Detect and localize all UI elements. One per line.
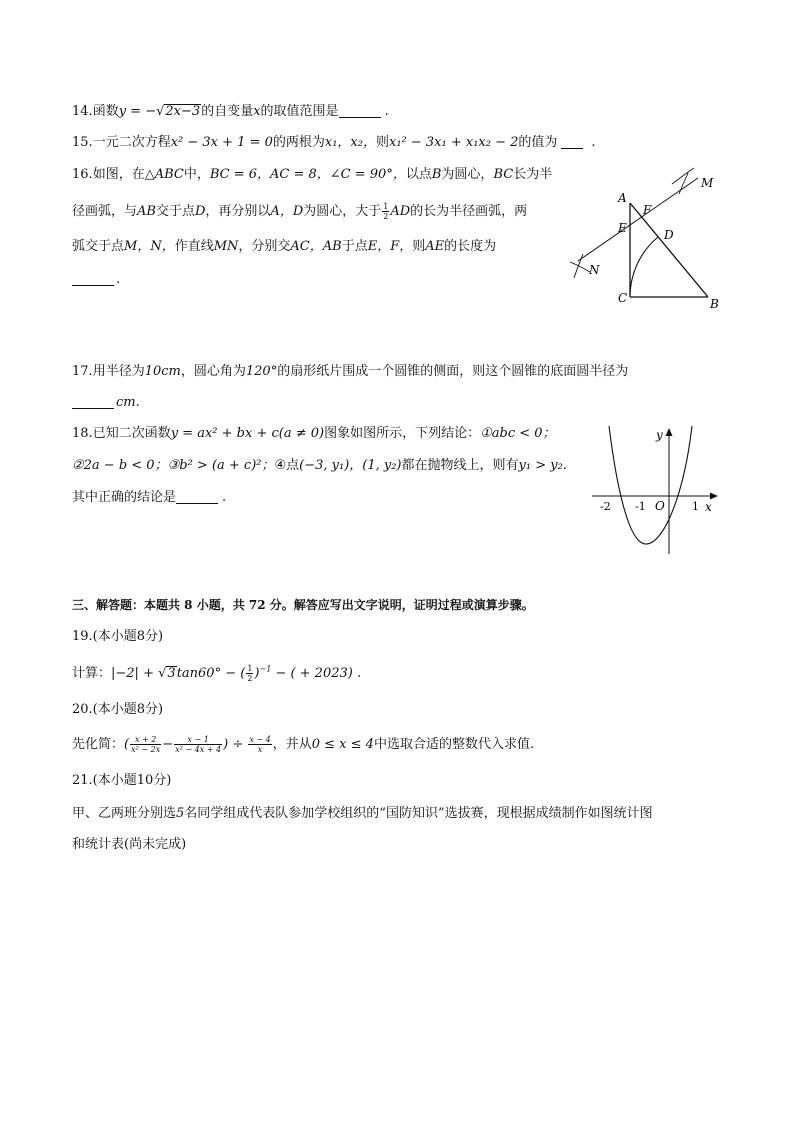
label-m: M	[701, 176, 714, 190]
tick-label: -1	[635, 500, 646, 513]
question-number: 16.	[72, 167, 93, 182]
fraction: $\frac{x - 4}{x}$	[249, 735, 271, 754]
question-18-line-1: 18.已知二次函数y = ax² + bx + c(a ≠ 0)图象如图所示，下列结论：①abc < 0；	[72, 426, 556, 441]
answer-blank[interactable]	[176, 489, 218, 504]
question-19-body: 计算：|−2| + √3tan60° − ( $\frac{1}{2}$ )$^{-1}$ − ( + 2023) .	[72, 664, 362, 683]
label-a: A	[618, 191, 627, 205]
label-b: B	[710, 297, 719, 311]
triangle-construction-figure	[560, 160, 735, 315]
construction-mark-n	[570, 254, 590, 278]
tick-label: 1	[692, 500, 699, 513]
answer-blank[interactable]	[561, 134, 583, 149]
fraction: $\frac{x + 2}{\text{x² − 2x}}$	[131, 735, 161, 754]
question-20-heading: 20.(本小题8分)	[72, 702, 164, 717]
parabola-curve	[609, 426, 692, 544]
question-number: 18.	[72, 426, 93, 441]
question-16-line-3: 弧交于点M，N，作直线MN，分别交AC，AB于点E，F，则AE的长度为	[72, 239, 497, 254]
question-21-line-1: 甲、乙两班分别选5名同学组成代表队参加学校组织的“国防知识”选拔赛，现根据成绩制作如图统计图	[72, 806, 653, 821]
question-number: 17.	[72, 364, 93, 379]
answer-blank[interactable]	[72, 394, 114, 409]
fraction-one-half: $\frac{1}{2}$	[247, 664, 253, 683]
question-18-line-3: 其中正确的结论是 .	[72, 490, 227, 505]
label-n: N	[589, 263, 600, 277]
question-21-line-2: 和统计表(尚未完成)	[72, 837, 187, 852]
question-20-body: 先化简：( $\frac{x + 2}{\text{x² − 2x}}$ − $\frac{x - 1}{\text{x² − 4x + 4}}$ ) ÷ $\frac{x - 4}{x}$ ，并从0 ≤ x ≤ 4中选取合适的整数代入求值.	[72, 735, 535, 754]
y-axis-arrow-icon	[666, 428, 673, 436]
sqrt-symbol: √	[156, 104, 165, 119]
question-16-line-2: 径画弧，与AB交于点D，再分别以A，D为圆心，大于 $\frac{1}{2}$ AD的长为半径画弧，两	[72, 202, 528, 221]
question-16-line-1: 16.如图，在△ABC中，BC = 6，AC = 8，∠C = 90°，以点B为圆心，BC长为半	[72, 167, 553, 182]
label-c: C	[618, 291, 628, 305]
tick-label: -2	[600, 500, 611, 513]
question-number: 15.	[72, 135, 93, 150]
arc-cd	[630, 237, 658, 297]
fraction-one-half: $\frac{1}{2}$	[383, 202, 389, 221]
question-18-line-2: ②2a − b < 0；③b² > (a + c)²；④点(−3, y₁)，(1, y₂)都在抛物线上，则有y₁ > y₂.	[72, 458, 567, 473]
question-number: 14.	[72, 104, 93, 119]
fraction: $\frac{x - 1}{\text{x² − 4x + 4}}$	[175, 735, 222, 754]
question-15: 15.一元二次方程x² − 3x + 1 = 0的两根为x₁，x₂，则x₁² − 3x₁ + x₁x₂ − 2的值为 .	[72, 135, 596, 150]
origin-label: O	[655, 499, 665, 513]
question-17-line-1: 17.用半径为10cm，圆心角为120°的扇形纸片围成一个圆锥的侧面，则这个圆锥的底面圆半径为	[72, 364, 629, 379]
y-axis-label: y	[656, 428, 663, 442]
x-axis-label: x	[705, 500, 712, 514]
question-16-line-4: .	[72, 270, 120, 290]
sqrt-symbol: √	[158, 666, 167, 681]
label-f: F	[643, 203, 652, 217]
label-e: E	[618, 221, 627, 235]
question-21-heading: 21.(本小题10分)	[72, 773, 172, 788]
x-axis-arrow-icon	[710, 493, 718, 500]
label-d: D	[664, 228, 674, 242]
question-17-line-2: cm.	[72, 393, 140, 413]
section-3-heading: 三、解答题：本题共 8 小题，共 72 分。解答应写出文字说明，证明过程或演算步骤。	[72, 598, 534, 612]
question-14: 14.函数y = −√2x−3的自变量x的取值范围是 .	[72, 104, 389, 119]
question-19-heading: 19.(本小题8分)	[72, 629, 164, 644]
answer-blank[interactable]	[72, 271, 114, 286]
answer-blank[interactable]	[339, 103, 381, 118]
construction-mark-m	[672, 168, 694, 194]
parabola-graph	[588, 422, 728, 560]
